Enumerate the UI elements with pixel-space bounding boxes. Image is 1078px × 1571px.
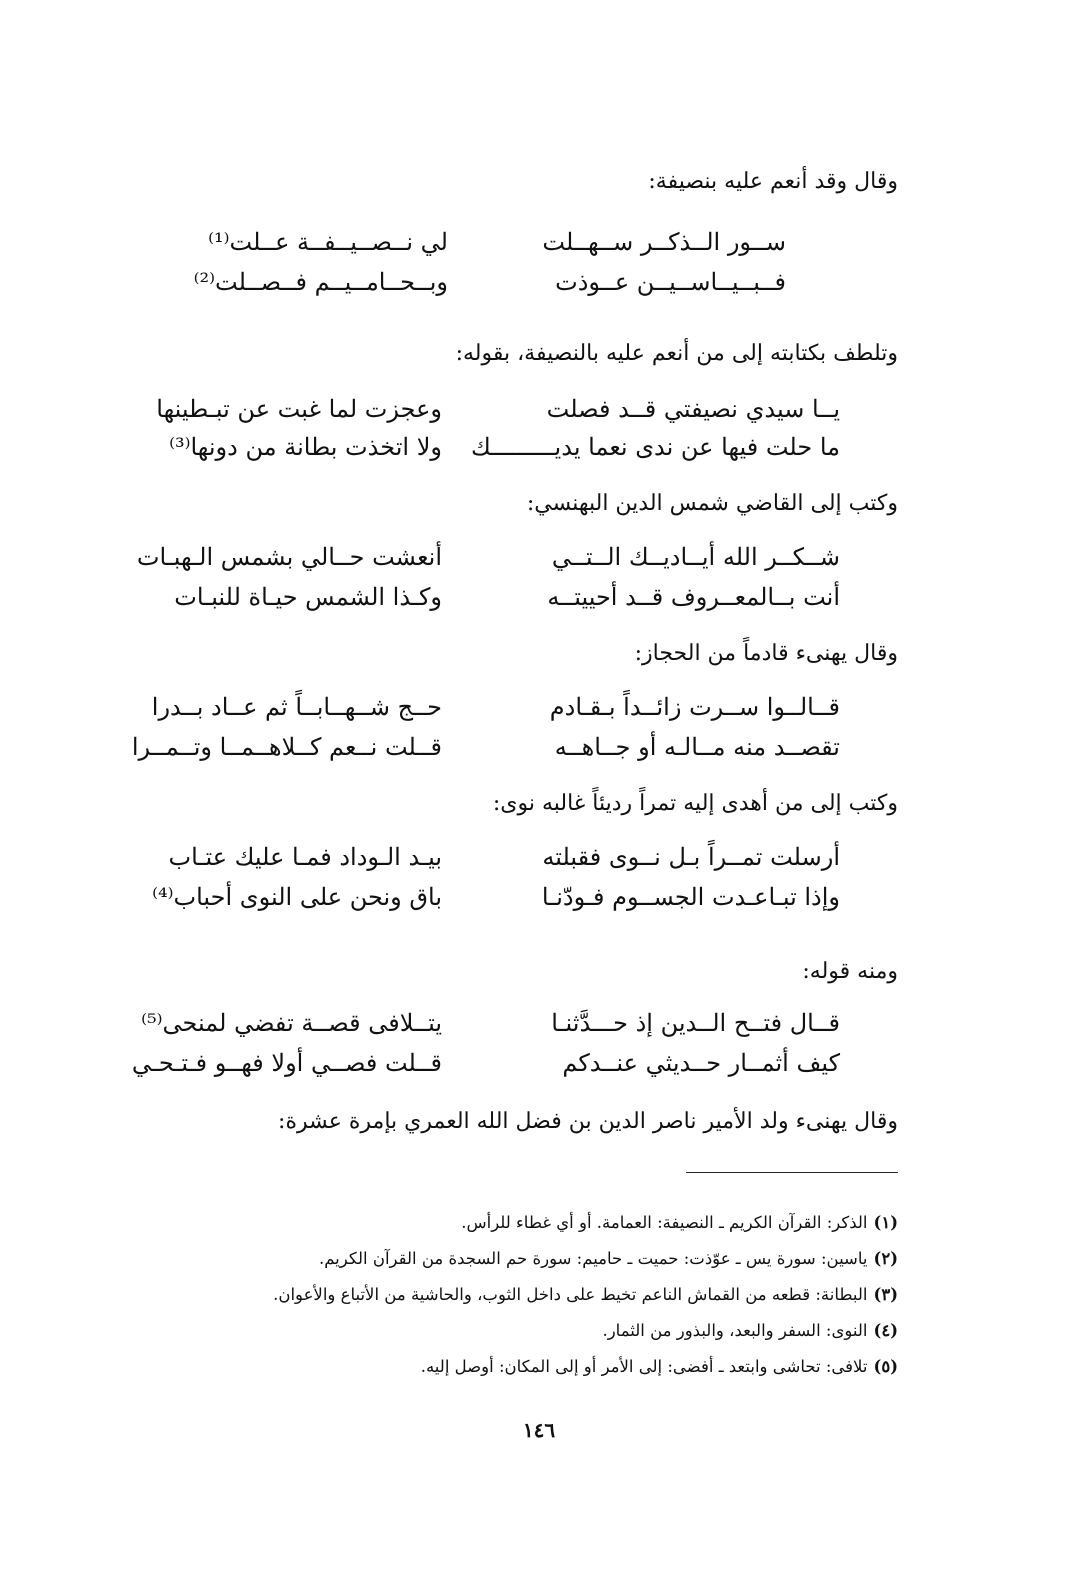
footnote <box>138 1320 898 1342</box>
verse-line <box>120 428 840 466</box>
verse-line <box>120 728 840 766</box>
verse-hemistich-left: يتــلافى قصــة تفضي لمنحى⁽⁵⁾ <box>141 1009 442 1037</box>
footnote-number: (٤) <box>873 1321 898 1340</box>
verse-hemistich-left: قــلت نــعم كــلاهــمــا وتــمــرا <box>131 733 442 761</box>
footnote <box>138 1212 898 1234</box>
verse-hemistich-left: وبــحــامــيــم فــصــلت⁽²⁾ <box>193 268 448 296</box>
verse-line <box>120 390 840 428</box>
footnote-text: ياسين: سورة يس ـ عوّذت: حميت ـ حاميم: سورة حم السجدة من القرآن الكريم. <box>318 1249 868 1268</box>
verse-hemistich-left: وعجزت لما غبت عن تبـطينها <box>156 395 442 423</box>
verse-hemistich-right: قــال فتــح الــدين إذ حـــدَّثنـا <box>551 1009 840 1037</box>
footnote-text: الذكر: القرآن الكريم ـ النصيفة: العمامة. أو أي غطاء للرأس. <box>461 1213 868 1232</box>
verse-hemistich-right: تقصــد منه مــالـه أو جــاهــه <box>554 733 840 761</box>
intro-line: وكتب إلى من أهدى إليه تمراً رديئاً غالبه نوى: <box>492 791 898 816</box>
intro-line: وتلطف بكتابته إلى من أنعم عليه بالنصيفة، بقوله: <box>455 341 898 366</box>
verse-hemistich-left: وكـذا الشمس حيـاة للنبـات <box>174 583 442 611</box>
intro-line: ومنه قوله: <box>802 959 898 984</box>
verse-line <box>120 878 840 916</box>
verse-hemistich-left: لي نــصــيــفــة عــلت⁽¹⁾ <box>208 228 448 256</box>
verse-hemistich-left: أنعشت حــالي بشمس الـهبـات <box>136 543 442 571</box>
footnote-text: تلافى: تحاشى وابتعد ـ أفضى: إلى الأمر أو إلى المكان: أوصل إليه. <box>420 1357 868 1376</box>
footnote-number: (٢) <box>873 1249 898 1268</box>
footnote-number: (٥) <box>873 1357 898 1376</box>
footnote <box>138 1284 898 1306</box>
verse-hemistich-right: يــا سيدي نصيفتي قــد فصلت <box>546 395 840 423</box>
intro-line: وقال يهنىء ولد الأمير ناصر الدين بن فضل الله العمري بإمرة عشرة: <box>278 1109 898 1134</box>
verse-line <box>120 1044 840 1082</box>
intro-line: وقال يهنىء قادماً من الحجاز: <box>634 641 898 666</box>
verse-hemistich-right: ما حلت فيها عن ندى نعما يديـــــــــك <box>471 433 840 461</box>
verse-hemistich-left: ولا اتخذت بطانة من دونها⁽³⁾ <box>169 433 442 461</box>
verse-line <box>120 578 840 616</box>
footnote-divider <box>686 1172 898 1173</box>
footnote-text: النوى: السفر والبعد، والبذور من الثمار. <box>602 1321 868 1340</box>
footnote <box>138 1356 898 1378</box>
verse-line <box>120 838 840 876</box>
intro-line: وقال وقد أنعم عليه بنصيفة: <box>648 169 898 194</box>
verse-hemistich-right: ســور الــذكــر ســهــلت <box>542 228 786 256</box>
footnote <box>138 1248 898 1270</box>
verse-hemistich-left: بيـد الـوداد فمـا عليك عتـاب <box>168 843 442 871</box>
verse-hemistich-right: أرسلت تمــراً بـل نــوى فقبلته <box>542 843 840 871</box>
verse-line <box>120 688 840 726</box>
verse-hemistich-left: قــلت فصــي أولا فهــو فـتـحـي <box>131 1049 442 1077</box>
intro-line: وكتب إلى القاضي شمس الدين البهنسي: <box>526 491 898 516</box>
verse-hemistich-left: باق ونحن على النوى أحباب⁽⁴⁾ <box>152 883 442 911</box>
verse-line <box>120 538 840 576</box>
verse-hemistich-right: أنت بــالمعــروف قــد أحييتــه <box>547 583 840 611</box>
footnote-text: البطانة: قطعه من القماش الناعم تخيط على داخل الثوب، والحاشية من الأتباع والأعوان. <box>273 1285 868 1304</box>
verse-line <box>120 1004 840 1042</box>
footnote-number: (٣) <box>873 1285 898 1304</box>
footnote-number: (١) <box>873 1213 898 1232</box>
verse-line <box>186 263 786 301</box>
verse-line <box>186 223 786 261</box>
verse-hemistich-right: قــالــوا ســرت زائــداً بـقـادم <box>549 693 840 721</box>
verse-hemistich-right: فــبــيــاســيــن عــوذت <box>555 268 786 296</box>
verse-hemistich-right: كيف أثمــار حــديثي عنــدكم <box>562 1049 840 1077</box>
verse-hemistich-left: حــج شــهــابــاً ثم عــاد بــدرا <box>151 693 442 721</box>
verse-hemistich-right: شــكــر الله أيــاديــك الــتــي <box>551 543 840 571</box>
page-number: ١٤٦ <box>522 1418 556 1442</box>
verse-hemistich-right: وإذا تبـاعـدت الجســوم فـودّنـا <box>541 883 840 911</box>
